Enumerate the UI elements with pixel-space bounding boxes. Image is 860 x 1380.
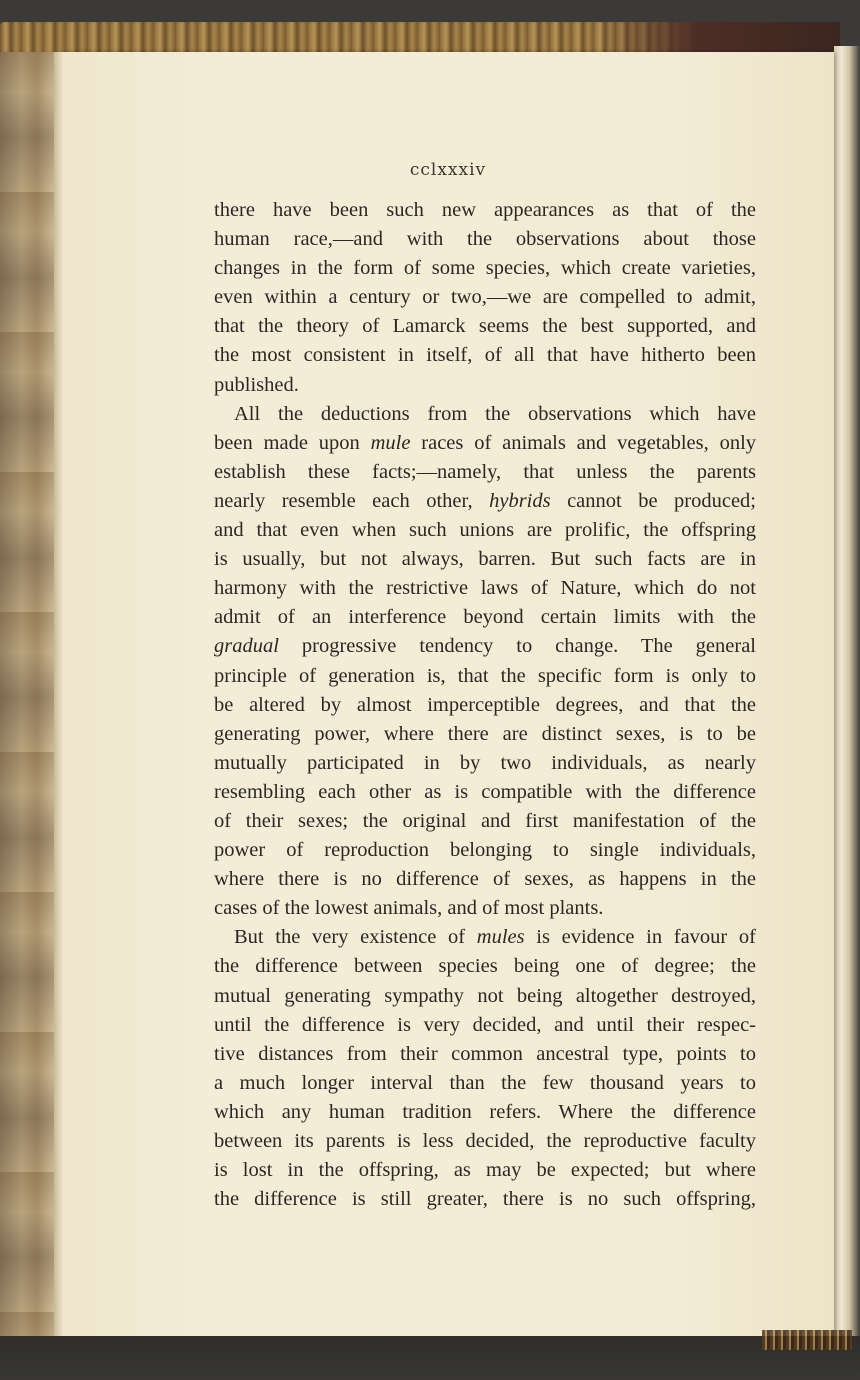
text-run: is lost in the offspring, as may be expected; but where [214,1159,756,1182]
text-run: until the difference is very decided, and until their respec- [214,1013,756,1036]
text-run: human race,—and with the observations about those [214,228,756,251]
paragraph [214,400,756,924]
page-stack-left-edge [0,52,62,1342]
page-number: cclxxxiv [409,160,487,180]
text-line [214,574,756,603]
text-run: and that even when such unions are prolific, the offspring [214,519,756,542]
text-run: cases of the lowest animals, and of most plants. [214,897,604,920]
text-line [214,1185,756,1214]
text-line [214,1098,756,1127]
text-line [214,778,756,807]
text-run: the difference is still greater, there is no such offspring, [214,1188,756,1211]
background-bottom [0,1336,860,1380]
text-line [214,312,756,341]
text-run: mutually participated in by two individuals, as nearly [214,751,756,774]
text-run: which any human tradition refers. Where the difference [214,1100,756,1123]
text-line [214,865,756,894]
text-run: changes in the form of some species, which create varieties, [214,257,756,280]
text-line [214,225,756,254]
text-run: establish these facts;—namely, that unless the parents [214,460,756,483]
paragraph [214,196,756,400]
text-line [214,603,756,632]
text-line [214,429,756,458]
text-run: that the theory of Lamarck seems the best supported, and [214,315,756,338]
text-line [214,894,756,923]
text-line [214,371,756,400]
text-run: is evidence in favour of [524,926,756,949]
page-stack-right-edge [834,46,860,1342]
text-line [214,341,756,370]
text-line [214,1011,756,1040]
italic-word: hybrids [489,489,551,512]
text-line [214,720,756,749]
text-line [214,691,756,720]
text-line [214,836,756,865]
text-run: even within a century or two,—we are compelled to admit, [214,286,756,309]
text-run: there have been such new appearances as that of the [214,199,756,221]
text-line [214,923,756,952]
text-run: where there is no difference of sexes, as happens in the [214,868,756,891]
text-run: between its parents is less decided, the reproductive faculty [214,1130,756,1152]
text-run: principle of generation is, that the specific form is only to [214,664,756,687]
paragraph [214,923,756,1214]
text-run: the most consistent in itself, of all that have hitherto been [214,344,756,367]
text-line [214,662,756,691]
text-line [214,807,756,836]
text-run: the difference between species being one of degree; the [214,955,756,978]
text-run: admit of an interference beyond certain limits with the [214,606,756,629]
text-line [214,1069,756,1098]
text-run: mutual generating sympathy not being altogether destroyed, [214,984,756,1007]
text-run: published. [214,373,299,396]
bookmark-ribbon [762,1330,852,1350]
text-run: resembling each other as is compatible with the difference [214,780,756,803]
text-line [214,1127,756,1156]
text-run: races of animals and vegetables, only [410,431,757,454]
italic-word: mules [476,926,525,949]
text-run: tive distances from their common ancestral type, points to [214,1042,756,1065]
text-line [214,749,756,778]
italic-word: mule [370,431,411,454]
text-run: harmony with the restrictive laws of Nature, which do not [214,577,756,600]
text-line [214,545,756,574]
text-run: of their sexes; the original and first manifestation of the [214,809,756,832]
text-run: power of reproduction belonging to single individuals, [214,839,756,862]
text-run: But the very existence of [234,926,477,949]
text-line [214,254,756,283]
italic-word: gradual [214,635,279,658]
text-line [214,400,756,429]
text-line [214,632,756,661]
text-run: is usually, but not always, barren. But such facts are in [214,548,756,571]
text-run: generating power, where there are distinct sexes, is to be [214,722,756,745]
text-line [214,1040,756,1069]
text-line [214,458,756,487]
text-run: cannot be produced; [550,489,757,512]
text-line [214,283,756,312]
text-line [214,196,756,225]
text-run: nearly resemble each other, [214,489,490,512]
body-text [214,196,756,1214]
text-line [214,487,756,516]
text-line [214,982,756,1011]
text-run: be altered by almost imperceptible degrees, and that the [214,693,756,716]
text-run: been made upon [214,431,371,454]
text-run: a much longer interval than the few thousand years to [214,1071,756,1094]
text-line [214,952,756,981]
text-line [214,1156,756,1185]
text-run: progressive tendency to change. The general [278,635,756,658]
text-run: All the deductions from the observations which have [234,402,756,425]
text-line [214,516,756,545]
